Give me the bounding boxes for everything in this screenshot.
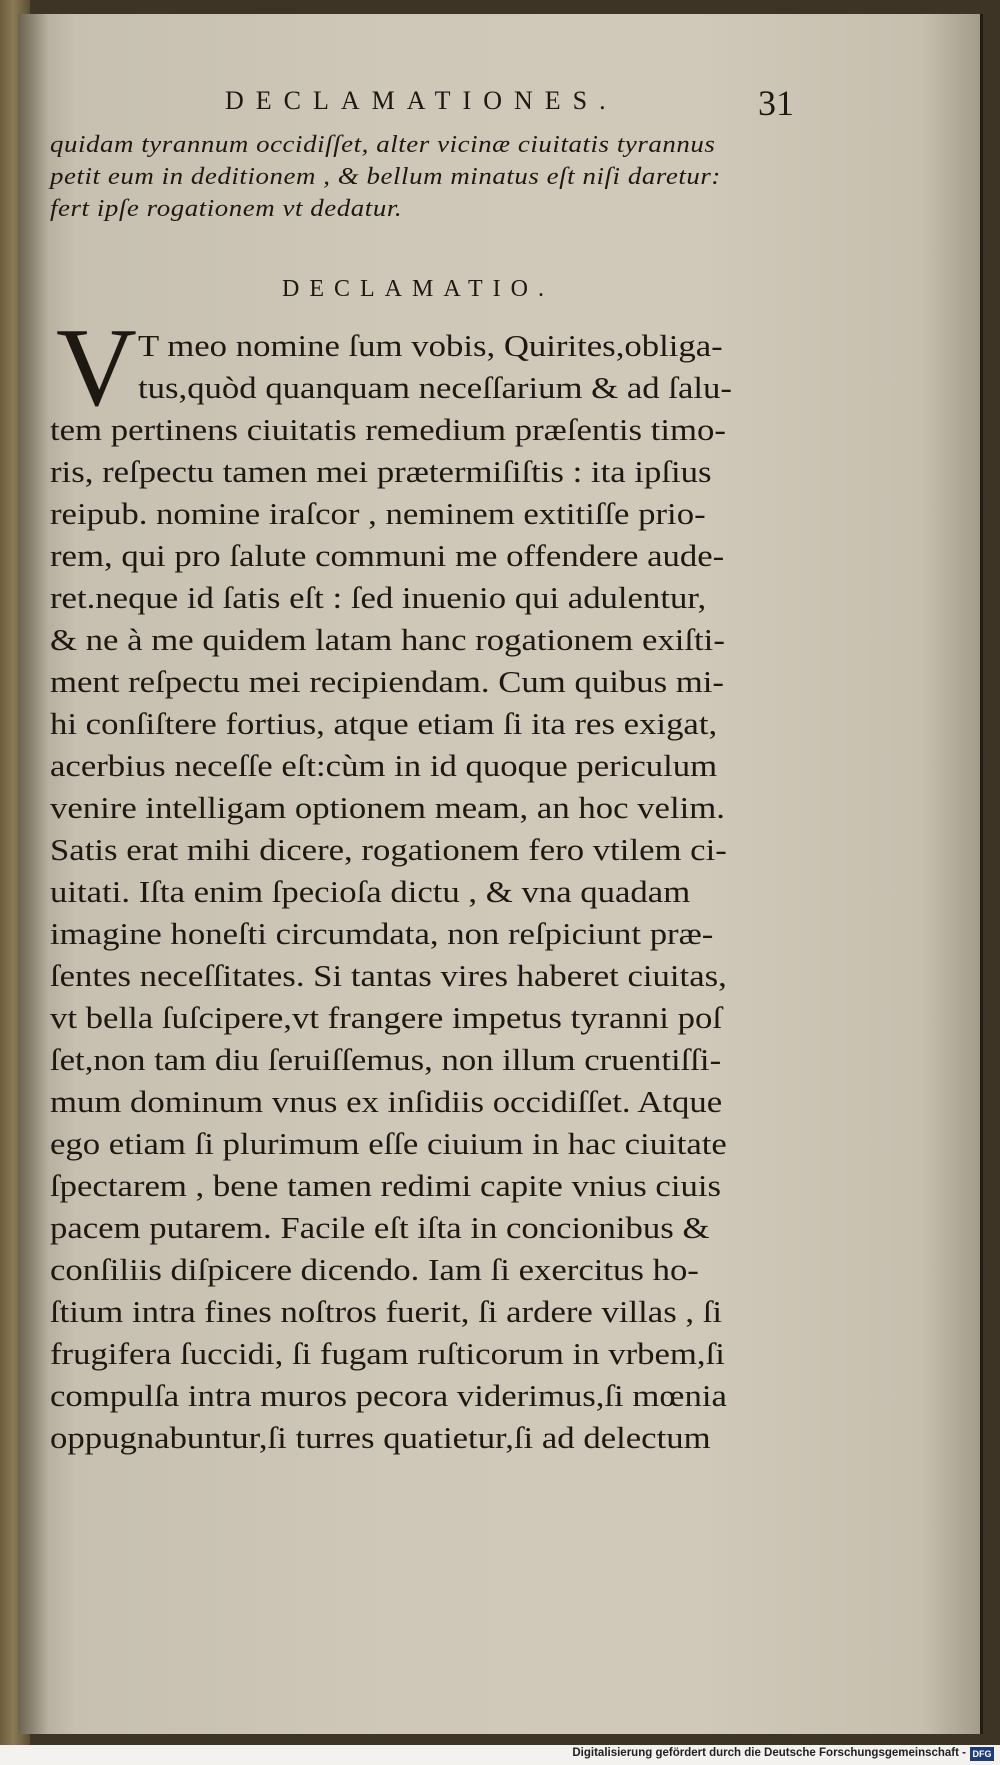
intro-line: petit eum in deditionem , & bellum minatus eſt niſi daretur: (50, 164, 721, 190)
body-line: hi conſiſtere fortius, atque etiam ſi ita res exigat, (50, 706, 718, 741)
body-line: imagine honeſti circumdata, non reſpiciunt præ- (50, 916, 714, 951)
body-line: & ne à me quidem latam hanc rogationem exiſti- (50, 622, 725, 657)
running-head: DECLAMATIONES. (225, 86, 618, 115)
body-line: mum dominum vnus ex inſidiis occidiſſet. Atque (50, 1084, 723, 1119)
dfg-logo: DFG (970, 1747, 994, 1761)
body-line: oppugnabuntur,ſi turres quatietur,ſi ad delectum (50, 1420, 711, 1455)
body-line: compulſa intra muros pecora viderimus,ſi mœnia (50, 1378, 727, 1413)
body-line: ſentes neceſſitates. Si tantas vires haberet ciuitas, (50, 958, 727, 993)
page-number: 31 (758, 83, 794, 123)
section-heading: DECLAMATIO. (282, 276, 554, 302)
body-line: frugifera ſuccidi, ſi fugam ruſticorum in vrbem,ſi (50, 1336, 725, 1371)
body-line: uitati. Iſta enim ſpecioſa dictu , & vna quadam (50, 874, 691, 909)
body-line: ſtium intra fines noſtros fuerit, ſi ardere villas , ſi (50, 1294, 723, 1329)
body-line: T meo nomine ſum vobis, Quirites,obliga- (138, 328, 723, 363)
body-line: rem, qui pro ſalute communi me offendere aude- (50, 538, 725, 573)
body-line: vt bella ſuſcipere,vt frangere impetus tyranni poſ (50, 1000, 722, 1035)
body-line: ego etiam ſi plurimum eſſe ciuium in hac ciuitate (50, 1126, 727, 1161)
intro-line: fert ipſe rogationem vt dedatur. (50, 196, 403, 222)
body-line: tem pertinens ciuitatis remedium præſentis timo- (50, 412, 726, 447)
body-line: acerbius neceſſe eſt:cùm in id quoque periculum (50, 748, 718, 783)
body-line: pacem putarem. Facile eſt iſta in concionibus & (50, 1210, 710, 1245)
body-line: reipub. nomine iraſcor , neminem extitiſſe prio- (50, 496, 706, 531)
digitization-credit: Digitalisierung gefördert durch die Deutsche Forschungsgemeinschaft - (572, 1747, 966, 1759)
intro-line: quidam tyrannum occidiſſet, alter vicinæ ciuitatis tyrannus (50, 132, 716, 158)
body-line: conſiliis diſpicere dicendo. Iam ſi exercitus ho- (50, 1252, 699, 1287)
body-line: ſet,non tam diu ſeruiſſemus, non illum cruentiſſi- (50, 1042, 722, 1077)
body-line: tus,quòd quanquam neceſſarium & ad ſalu- (138, 370, 732, 405)
body-line: ris, reſpectu tamen mei prætermiſiſtis : ita ipſius (50, 454, 712, 489)
body-line: ment reſpectu mei recipiendam. Cum quibus mi- (50, 664, 724, 699)
drop-cap: V (56, 306, 137, 430)
gutter-shadow (18, 14, 48, 1734)
body-line: ſpectarem , bene tamen redimi capite vnius ciuis (50, 1168, 722, 1203)
body-line: Satis erat mihi dicere, rogationem fero vtilem ci- (50, 832, 727, 867)
body-line: venire intelligam optionem meam, an hoc velim. (50, 790, 725, 825)
body-line: ret.neque id ſatis eſt : ſed inuenio qui adulentur, (50, 580, 707, 615)
